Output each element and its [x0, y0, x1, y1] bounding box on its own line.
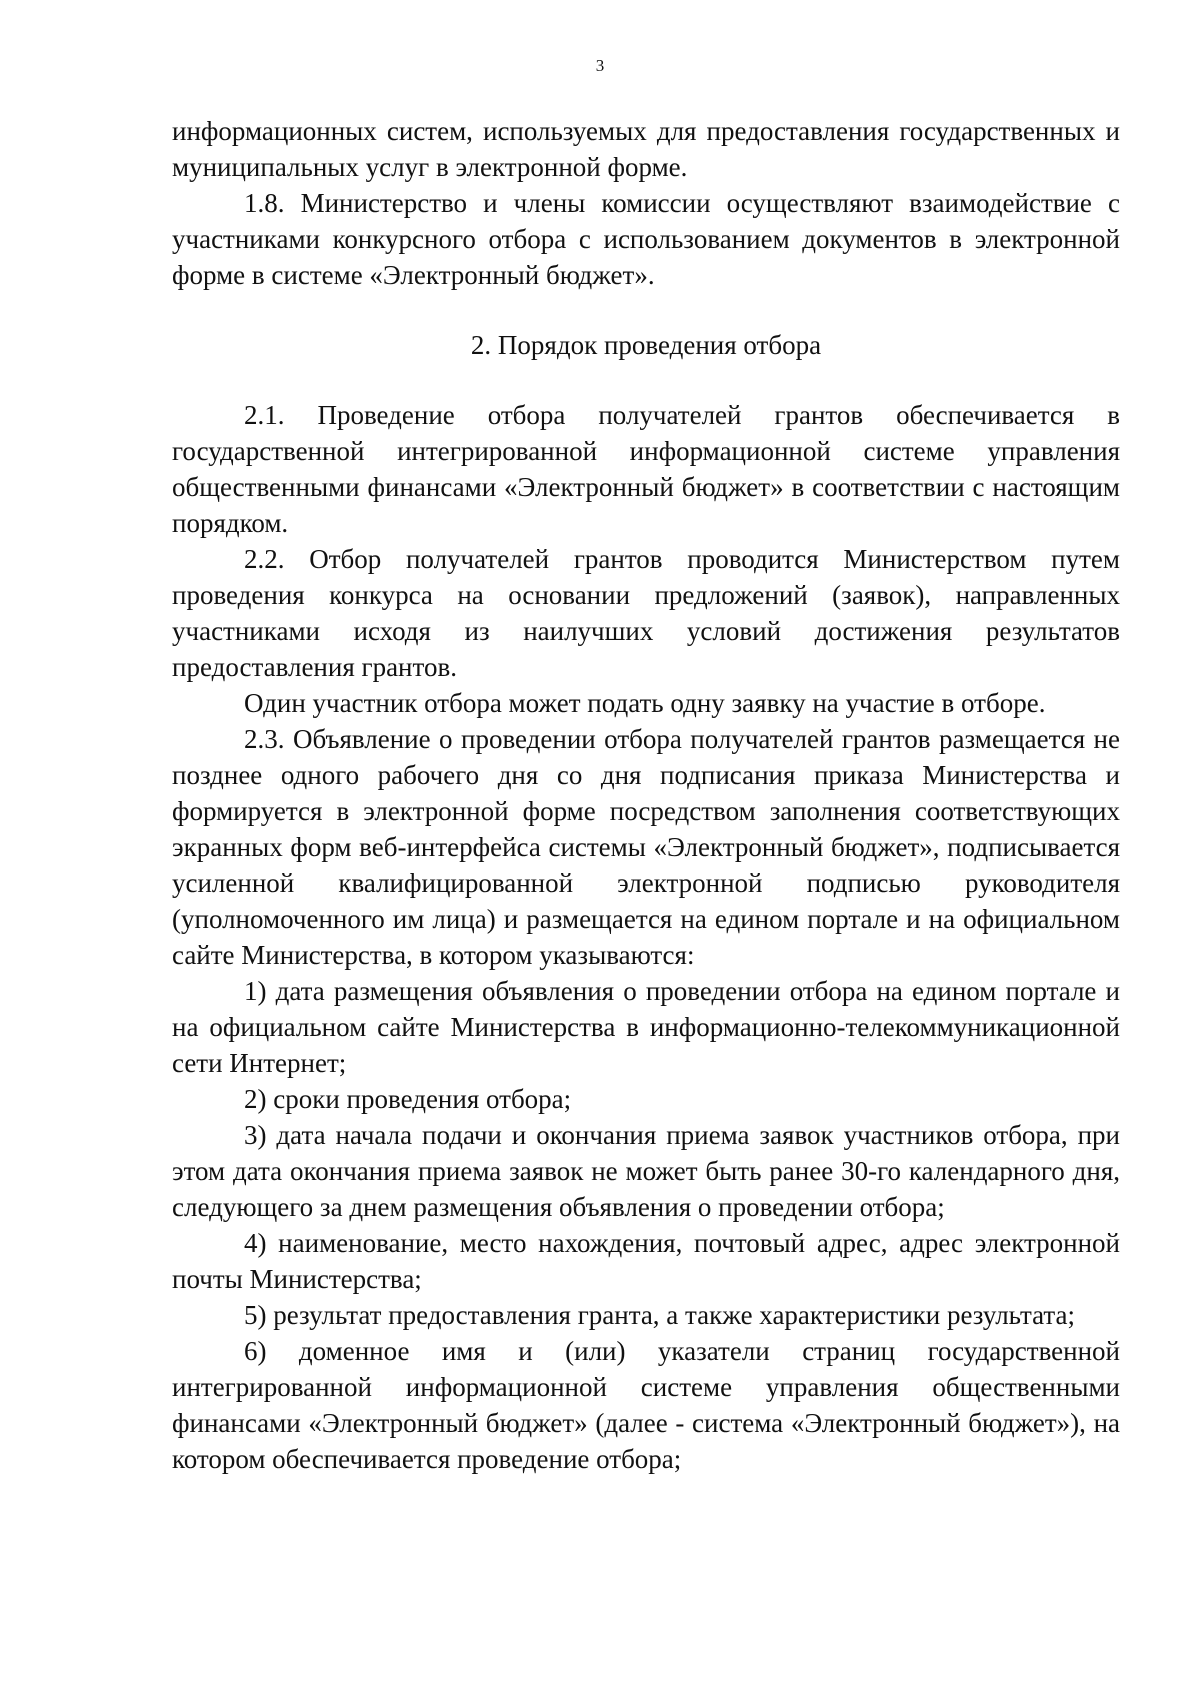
list-item-2: 2) сроки проведения отбора; [244, 1084, 572, 1114]
list-item-1: 1) дата размещения объявления о проведении отбора на едином портале и на официальном сайте Министерства в информационно-телекоммуникационной сети Интернет; [172, 976, 1120, 1078]
paragraph-continuation: информационных систем, используемых для предоставления государственных и муниципальных услуг в электронной форме. [172, 116, 1120, 182]
paragraph-1-8: 1.8. Министерство и члены комиссии осуществляют взаимодействие с участниками конкурсного отбора с использованием документов в электронной форме в системе «Электронный бюджет». [172, 188, 1120, 290]
list-item-5: 5) результат предоставления гранта, а также характеристики результата; [244, 1300, 1075, 1330]
paragraph-2-1: 2.1. Проведение отбора получателей грантов обеспечивается в государственной интегрированной информационной системе управления общественными финансами «Электронный бюджет» в соответствии с настоящим порядком. [172, 400, 1120, 538]
paragraph-2-2: 2.2. Отбор получателей грантов проводится Министерством путем проведения конкурса на основании предложений (заявок), направленных участниками исходя из наилучших условий достижения результатов предоставления грантов. [172, 544, 1120, 682]
page-number: 3 [595, 56, 605, 75]
list-item-4: 4) наименование, место нахождения, почтовый адрес, адрес электронной почты Министерства; [172, 1228, 1120, 1294]
section-2-heading: 2. Порядок проведения отбора [470, 330, 822, 360]
paragraph-2-3: 2.3. Объявление о проведении отбора получателей грантов размещается не позднее одного рабочего дня со дня подписания приказа Министерства и формируется в электронной форме посредством заполнения соответствующих экранных форм веб-интерфейса системы «Электронный бюджет», подписывается усиленной квалифицированной электронной подписью руководителя (уполномоченного им лица) и размещается на едином портале и на официальном сайте Министерства, в котором указываются: [172, 724, 1120, 970]
document-body [172, 113, 1120, 1477]
list-item-3: 3) дата начала подачи и окончания приема заявок участников отбора, при этом дата окончания приема заявок не может быть ранее 30-го календарного дня, следующего за днем размещения объявления о проведении отбора; [172, 1120, 1120, 1222]
paragraph-one-participant: Один участник отбора может подать одну заявку на участие в отборе. [244, 688, 1046, 718]
list-item-6: 6) доменное имя и (или) указатели страниц государственной интегрированной информационной системе управления общественными финансами «Электронный бюджет» (далее - система «Электронный бюджет»), на котором обеспечивается проведение отбора; [172, 1336, 1120, 1474]
